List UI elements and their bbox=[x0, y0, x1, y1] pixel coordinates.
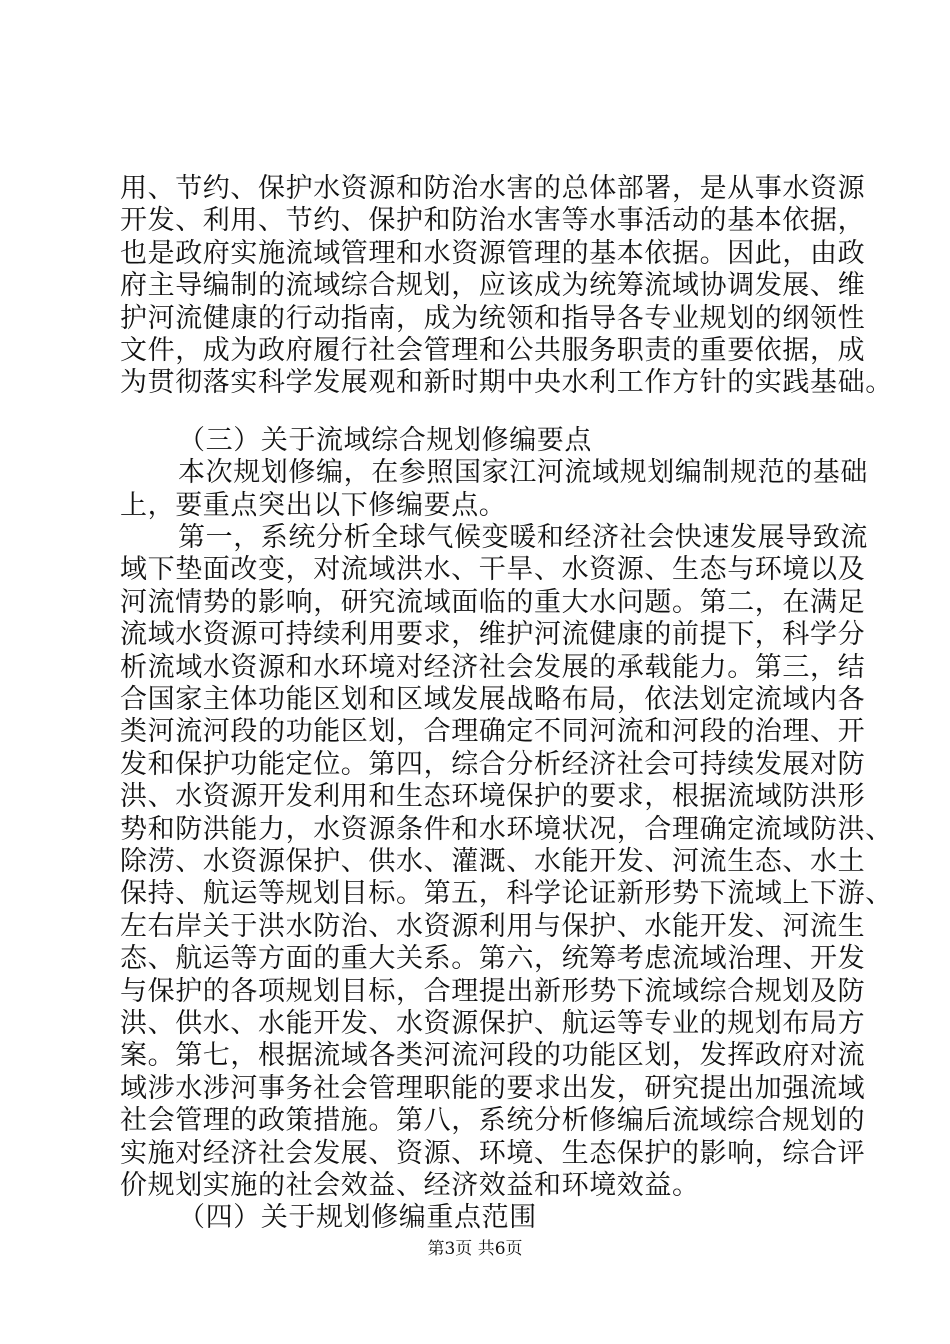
body-text-line: 除涝、水资源保护、供水、灌溉、水能开发、河流生态、水土 bbox=[120, 846, 866, 877]
body-text-line: 左右岸关于洪水防治、水资源利用与保护、水能开发、河流生 bbox=[120, 911, 866, 942]
page-number-footer: 第3页 共6页 bbox=[427, 1239, 523, 1259]
body-text-line: 流域水资源可持续利用要求，维护河流健康的前提下，科学分 bbox=[120, 619, 866, 650]
body-text-line: 域涉水涉河事务社会管理职能的要求出发，研究提出加强流域 bbox=[120, 1073, 866, 1104]
body-text-line: 河流情势的影响，研究流域面临的重大水问题。第二，在满足 bbox=[120, 587, 866, 618]
body-text-line: 合国家主体功能区划和区域发展战略布局，依法划定流域内各 bbox=[120, 684, 866, 715]
body-text-line: 护河流健康的行动指南，成为统领和指导各专业规划的纲领性 bbox=[120, 303, 866, 334]
body-text-line: 用、节约、保护水资源和防治水害的总体部署，是从事水资源 bbox=[120, 173, 866, 204]
body-text-line: 实施对经济社会发展、资源、环境、生态保护的影响，综合评 bbox=[120, 1138, 866, 1169]
body-text-line: 态、航运等方面的重大关系。第六，统筹考虑流域治理、开发 bbox=[120, 943, 866, 974]
body-text-line: 域下垫面改变，对流域洪水、干旱、水资源、生态与环境以及 bbox=[120, 554, 866, 585]
body-text-line: 价规划实施的社会效益、经济效益和环境效益。 bbox=[120, 1170, 700, 1201]
body-text-line: 上，要重点突出以下修编要点。 bbox=[120, 490, 507, 521]
body-text-line: 洪、水资源开发利用和生态环境保护的要求，根据流域防洪形 bbox=[120, 781, 866, 812]
body-text-line: 析流域水资源和水环境对经济社会发展的承载能力。第三，结 bbox=[120, 652, 866, 683]
body-text-line: 社会管理的政策措施。第八，系统分析修编后流域综合规划的 bbox=[120, 1105, 866, 1136]
body-text-line: 洪、供水、水能开发、水资源保护、航运等专业的规划布局方 bbox=[120, 1008, 866, 1039]
body-text-line: 开发、利用、节约、保护和防治水害等水事活动的基本依据， bbox=[120, 205, 866, 236]
section-heading-3: （三）关于流域综合规划修编要点 bbox=[178, 425, 592, 456]
body-text-line: 发和保护功能定位。第四，综合分析经济社会可持续发展对防 bbox=[120, 749, 866, 780]
body-text-line: 与保护的各项规划目标，合理提出新形势下流域综合规划及防 bbox=[120, 976, 866, 1007]
body-text-line: 本次规划修编，在参照国家江河流域规划编制规范的基础 bbox=[178, 457, 868, 488]
body-text-line: 保持、航运等规划目标。第五，科学论证新形势下流域上下游、 bbox=[120, 878, 893, 909]
body-text-line: 也是政府实施流域管理和水资源管理的基本依据。因此，由政 bbox=[120, 238, 866, 269]
body-text-line: 类河流河段的功能区划，合理确定不同河流和河段的治理、开 bbox=[120, 716, 866, 747]
body-text-line: 文件，成为政府履行社会管理和公共服务职责的重要依据，成 bbox=[120, 335, 866, 366]
section-heading-4: （四）关于规划修编重点范围 bbox=[178, 1202, 537, 1233]
body-text-line: 案。第七，根据流域各类河流河段的功能区划，发挥政府对流 bbox=[120, 1040, 866, 1071]
body-text-line: 为贯彻落实科学发展观和新时期中央水利工作方针的实践基础。 bbox=[120, 367, 893, 398]
body-text-line: 势和防洪能力，水资源条件和水环境状况，合理确定流域防洪、 bbox=[120, 814, 893, 845]
body-text-line: 府主导编制的流域综合规划，应该成为统筹流域协调发展、维 bbox=[120, 270, 866, 301]
body-text-line: 第一，系统分析全球气候变暖和经济社会快速发展导致流 bbox=[178, 522, 868, 553]
